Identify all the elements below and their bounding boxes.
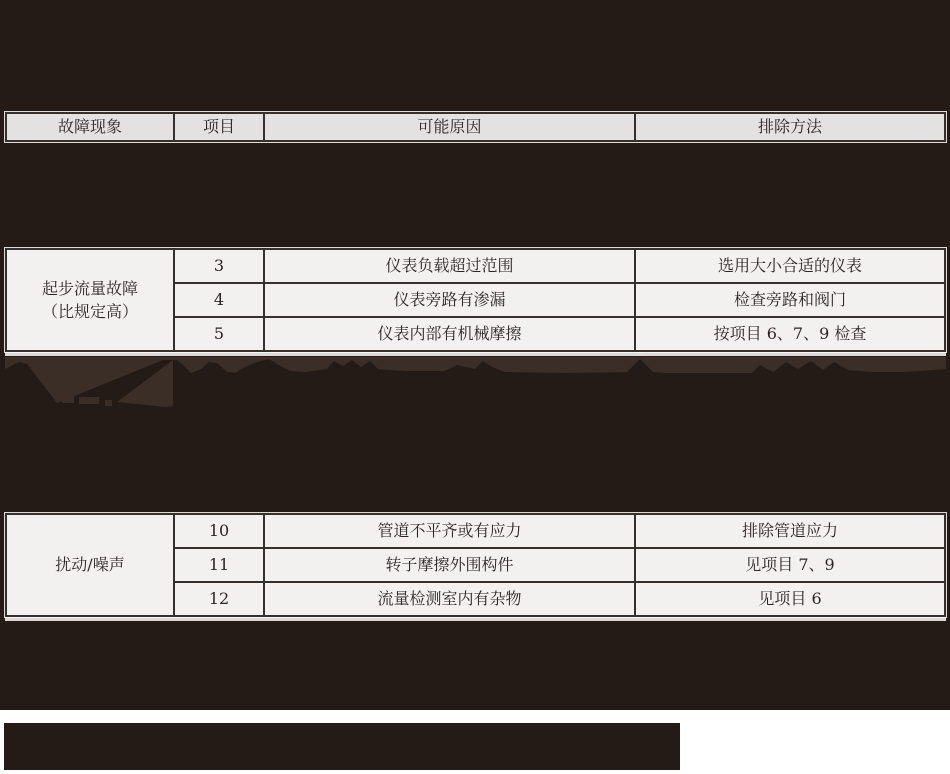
item-number: 5 — [175, 318, 263, 350]
possible-cause: 流量检测室内有杂物 — [265, 583, 634, 615]
item-number: 12 — [175, 583, 263, 615]
fault-name: 起步流量故障 — [41, 278, 138, 298]
item-number: 3 — [175, 250, 263, 282]
item-number: 4 — [175, 284, 263, 316]
fault-group-start-flow — [5, 248, 946, 352]
remedy: 排除管道应力 — [636, 515, 944, 547]
header-cell-item: 项目 — [175, 114, 263, 140]
remedy: 见项目 7、9 — [636, 549, 944, 581]
fault-group-noise — [5, 513, 946, 617]
remedy: 见项目 6 — [636, 583, 944, 615]
fault-name: 扰动/噪声 — [55, 555, 125, 575]
fault-table-header — [5, 112, 946, 142]
header-cell-cause: 可能原因 — [265, 114, 634, 140]
fault-note: （比规定高） — [41, 302, 138, 321]
possible-cause: 仪表内部有机械摩擦 — [265, 318, 634, 350]
remedy: 选用大小合适的仪表 — [636, 250, 944, 282]
fault-name-cell — [7, 250, 173, 350]
remedy: 检查旁路和阀门 — [636, 284, 944, 316]
bottom-dark-block — [4, 723, 680, 770]
item-number: 10 — [175, 515, 263, 547]
header-cell-fault: 故障现象 — [7, 114, 173, 140]
possible-cause: 转子摩擦外围构件 — [265, 549, 634, 581]
possible-cause: 仪表负载超过范围 — [265, 250, 634, 282]
item-number: 11 — [175, 549, 263, 581]
possible-cause: 管道不平齐或有应力 — [265, 515, 634, 547]
header-cell-remedy: 排除方法 — [636, 114, 944, 140]
possible-cause: 仪表旁路有渗漏 — [265, 284, 634, 316]
remedy: 按项目 6、7、9 检查 — [636, 318, 944, 350]
fault-name-cell — [7, 515, 173, 615]
